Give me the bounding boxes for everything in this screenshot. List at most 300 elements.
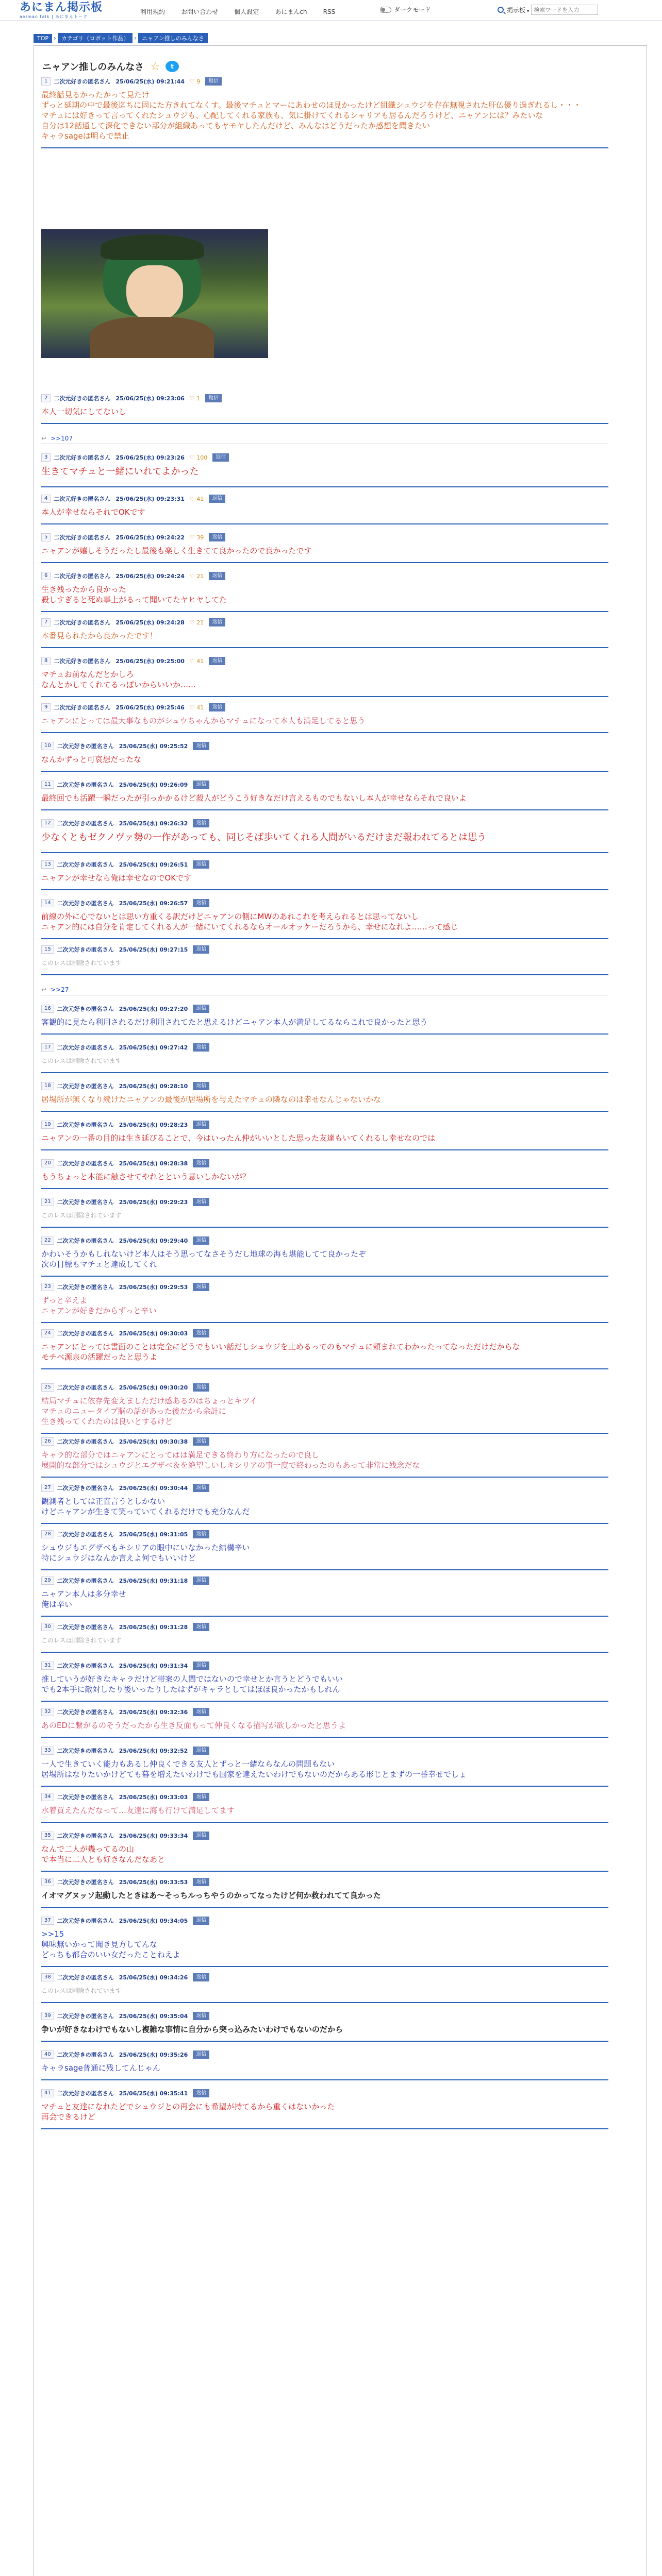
post-meta (41, 1708, 209, 1716)
reply-button[interactable]: 返信 (193, 1530, 209, 1538)
post-number[interactable]: 4 (41, 495, 51, 503)
post-meta (41, 1198, 209, 1206)
post-meta (41, 1793, 209, 1801)
post-line: 本人一切気にしてないし (41, 407, 127, 416)
post-number[interactable]: 23 (41, 1283, 54, 1291)
post-date: 25/06/25(水) 09:27:15 (119, 946, 188, 953)
post-body (41, 1844, 608, 1865)
post-line: ニャアンにとっては最大事なものがシュウちゃんからマチュになって本人も満足してると思う (41, 716, 366, 725)
post-number[interactable]: 15 (41, 945, 54, 954)
post-line: キャラsageは明らで禁止 (41, 131, 129, 141)
post-author: 二次元好きの匿名さん (54, 534, 111, 541)
search-icon[interactable] (498, 7, 504, 13)
post (41, 1917, 608, 1967)
post-body (41, 406, 608, 417)
post-number[interactable]: 6 (41, 572, 51, 580)
search-scope-select[interactable]: 掲示板 ▾ (507, 6, 529, 14)
post-body (41, 669, 608, 690)
reply-button[interactable]: 返信 (193, 1973, 209, 1981)
post-date: 25/06/25(水) 09:30:20 (119, 1384, 188, 1391)
reply-count: 1 (196, 395, 201, 402)
post-meta (41, 77, 222, 86)
post-line: マチュと友達になれたどでシュウジとの再会にも希望が持てるから重くはないかった (41, 2102, 335, 2111)
post-meta (41, 1484, 209, 1492)
post-body (41, 1094, 608, 1105)
reply-button[interactable]: 返信 (193, 1236, 209, 1245)
reply-button[interactable]: 返信 (193, 1383, 209, 1392)
post-line: 推していうが好きなキャラだけど帯案の人間ではないので幸せとか言うとどうでもいい (41, 1674, 343, 1684)
reply-button[interactable]: 返信 (193, 1159, 209, 1167)
post-number[interactable]: 9 (41, 703, 51, 711)
reply-button[interactable]: 返信 (193, 1793, 209, 1801)
post-number[interactable]: 29 (41, 1577, 54, 1585)
site-logo[interactable]: あにまん掲示板 (20, 1, 103, 14)
post-number[interactable]: 25 (41, 1383, 54, 1392)
dark-mode-toggle[interactable] (380, 5, 431, 14)
post-meta (41, 1437, 209, 1446)
post-number[interactable]: 20 (41, 1159, 54, 1167)
post-author: 二次元好きの匿名さん (57, 1006, 114, 1012)
image-hat (101, 234, 204, 260)
post (41, 572, 608, 612)
reply-button[interactable]: 返信 (193, 742, 209, 750)
post-number[interactable]: 24 (41, 1329, 54, 1337)
post-line: ニャアン的には自分を肯定してくれる人が一緒にいてくれるならオールオッケーだろうから、幸せになれよ……って感じ (41, 922, 458, 931)
post-meta (41, 945, 209, 954)
post-meta (41, 495, 225, 503)
post-meta (41, 1159, 209, 1167)
post-date: 25/06/25(水) 09:31:18 (119, 1578, 188, 1584)
post-line: 少なくともゼクノヴァ勢の一作があっても、同じそば歩いてくれる人間がいるだけまだ報われてるとは思う (41, 832, 487, 843)
post-body (41, 1674, 608, 1694)
post (41, 945, 608, 975)
post-body (41, 1056, 608, 1066)
reply-button[interactable]: 返信 (193, 1662, 209, 1670)
post-line: 興味無いかって聞き見方してんな (41, 1940, 158, 1949)
reply-count-badge[interactable]: ♡ 41 (189, 495, 204, 502)
post-author: 二次元好きの匿名さん (57, 1438, 114, 1445)
image-clothes (90, 317, 214, 358)
post-body (41, 2024, 608, 2035)
post-date: 25/06/25(水) 09:32:52 (119, 1748, 188, 1754)
post-line: 一人で生きていく能力もあるし仲良くできる友人とずっと一緒ならなんの問題もない (41, 1759, 335, 1769)
reply-count: 41 (196, 495, 204, 502)
reply-button[interactable]: 返信 (193, 1437, 209, 1446)
post-author: 二次元好きの匿名さん (57, 1709, 114, 1716)
post-author: 二次元好きの匿名さん (57, 1122, 114, 1128)
post-date: 25/06/25(水) 09:35:26 (119, 2052, 188, 2058)
post-body (41, 1249, 608, 1269)
post-line: 客観的に見たら利用されるだけ利用されてたと思えるけどニャアン本人が満足してるならこれで良かったと思う (41, 1018, 428, 1027)
post-author: 二次元好きの匿名さん (57, 1044, 114, 1051)
post-line: 俺は辛い (41, 1600, 73, 1609)
reply-button[interactable]: 返信 (193, 819, 209, 827)
post-meta (41, 572, 225, 580)
post-line: どっちも都合のいい女だったことねえよ (41, 1950, 180, 1959)
post (41, 1793, 608, 1823)
post-author: 二次元好きの匿名さん (54, 704, 111, 711)
post-author: 二次元好きの匿名さん (57, 1748, 114, 1754)
post-meta (41, 1832, 209, 1840)
post-number[interactable]: 31 (41, 1662, 54, 1670)
post-number[interactable]: 41 (41, 2089, 54, 2097)
post-body (41, 1720, 608, 1731)
reply-button[interactable]: 返信 (209, 495, 225, 503)
post (41, 899, 608, 939)
reply-anchor-row[interactable] (41, 984, 608, 995)
reply-button[interactable]: 返信 (193, 781, 209, 789)
reply-button[interactable]: 返信 (193, 2089, 209, 2097)
post-line: 次の目標もマチュと達成してくれ (41, 1260, 157, 1269)
post-body (41, 1635, 608, 1646)
post-number[interactable]: 11 (41, 781, 54, 789)
post-body (41, 1986, 608, 1996)
reply-button[interactable]: 返信 (193, 1832, 209, 1840)
reply-button[interactable]: 返信 (193, 945, 209, 954)
post-number[interactable]: 5 (41, 533, 51, 541)
post-number[interactable]: 36 (41, 1878, 54, 1886)
twitter-share-icon[interactable]: t (166, 61, 179, 72)
post-author: 二次元好きの匿名さん (57, 1974, 114, 1981)
nav-animanch[interactable]: あにまんch (275, 8, 307, 15)
post-line: けどニャアンが生きて笑っていてくれるだけでも充分なんだ (41, 1507, 250, 1516)
post-meta (41, 394, 222, 402)
post-number[interactable]: 22 (41, 1236, 54, 1245)
reply-button[interactable]: 返信 (209, 703, 225, 711)
post-number[interactable]: 28 (41, 1530, 54, 1538)
post-body (41, 2063, 608, 2073)
post-number[interactable]: 35 (41, 1832, 54, 1840)
reply-count: 39 (196, 534, 204, 541)
post (41, 2089, 608, 2129)
post-date: 25/06/25(水) 09:34:26 (119, 1974, 188, 1981)
post-meta (41, 1043, 209, 1052)
post-line: 自分は12話通して深化できない部分が組織あってもヤモヤしたんだけど、みんなはどうだったか感想を聞きたい (41, 121, 430, 130)
nav-rss[interactable]: RSS (323, 8, 336, 15)
post-author: 二次元好きの匿名さん (57, 820, 114, 827)
post-line: 展開的な部分ではシュウジとエグザベ＆を絶望しいしキシリアの事一度で終わったのもあって非常に残念だな (41, 1461, 420, 1470)
post-line: なんとかしてくれてるっぽいからいいか…… (41, 680, 196, 689)
post-body (41, 1929, 608, 1960)
nav-contact[interactable]: お問い合わせ (181, 8, 219, 15)
reply-count-badge[interactable]: ♡ 21 (189, 619, 204, 626)
post (41, 1747, 608, 1787)
post (41, 860, 608, 890)
reply-button[interactable]: 返信 (193, 1708, 209, 1716)
post-body (41, 584, 608, 605)
reply-button[interactable]: 返信 (193, 1043, 209, 1052)
reply-button[interactable]: 返信 (205, 394, 222, 402)
breadcrumb-category[interactable]: カテゴリ（ロボット作品） (58, 33, 133, 43)
post-line: ずっと辛えよ (41, 1296, 88, 1305)
post (41, 1383, 608, 1434)
reply-count-badge[interactable]: ♡ 1 (189, 395, 201, 402)
post-body (41, 1543, 608, 1563)
reply-count-badge[interactable]: ♡ 21 (189, 572, 204, 580)
post-body (41, 1342, 608, 1362)
post (41, 2050, 608, 2080)
post (41, 1530, 608, 1570)
post-number[interactable]: 7 (41, 618, 51, 626)
post-line: 生き残ったから良かった (41, 585, 127, 594)
post-number[interactable]: 40 (41, 2050, 54, 2059)
post (41, 2012, 608, 2042)
search-input[interactable] (531, 5, 598, 15)
post-body (41, 911, 608, 932)
post-meta (41, 742, 209, 750)
reply-button[interactable]: 返信 (193, 1917, 209, 1925)
reply-button[interactable]: 返信 (193, 1121, 209, 1129)
post-meta (41, 2050, 209, 2059)
post-number[interactable]: 13 (41, 860, 54, 869)
post-author: 二次元好きの匿名さん (54, 658, 111, 665)
site-logo-sub: animan talk | あにまんトーク (20, 14, 88, 19)
post-author: 二次元好きの匿名さん (57, 1663, 114, 1669)
post-number[interactable]: 33 (41, 1747, 54, 1755)
post-line: シュウジもエグザベもキシリアの眼中にいなかった結構辛い (41, 1543, 250, 1552)
post-number[interactable]: 34 (41, 1793, 54, 1801)
post (41, 1437, 608, 1478)
post-meta (41, 1383, 209, 1392)
post-author: 二次元好きの匿名さん (57, 1485, 114, 1492)
reply-button[interactable]: 返信 (193, 860, 209, 869)
post-line: マチュのニュータイプ脳の話があった後だから余計に (41, 1406, 226, 1416)
post-author: 二次元好きの匿名さん (57, 1083, 114, 1090)
post-date: 25/06/25(水) 09:23:06 (115, 395, 185, 402)
post-number[interactable]: 12 (41, 819, 54, 827)
post-date: 25/06/25(水) 09:24:24 (115, 573, 185, 580)
post-date: 25/06/25(水) 09:33:34 (119, 1833, 188, 1839)
post-line: キャラ的な部分ではニャアンにとってはは満足できる終わり方になったので良し (41, 1450, 320, 1460)
reply-button[interactable]: 返信 (212, 453, 229, 462)
reply-anchor-row[interactable] (41, 433, 608, 444)
nav-settings[interactable]: 個人設定 (234, 8, 259, 15)
reply-button[interactable]: 返信 (193, 1198, 209, 1206)
reply-button[interactable]: 返信 (193, 1577, 209, 1585)
post-line: かわいそうかもしれないけど本人はそう思ってなさそうだし地球の海も堪能してて良かったぞ (41, 1249, 367, 1259)
post-author: 二次元好きの匿名さん (54, 78, 111, 85)
post-date: 25/06/25(水) 09:31:28 (119, 1624, 188, 1631)
post (41, 77, 608, 148)
reply-button[interactable]: 返信 (193, 2012, 209, 2020)
post-author: 二次元好きの匿名さん (57, 1833, 114, 1839)
reply-anchor-link[interactable]: >>27 (51, 986, 69, 993)
post-line: 本人が幸せならそれでOKです (41, 507, 145, 517)
post-meta (41, 533, 225, 541)
post-date: 25/06/25(水) 09:32:36 (119, 1709, 188, 1716)
post-author: 二次元好きの匿名さん (57, 1330, 114, 1337)
post-author: 二次元好きの匿名さん (54, 454, 111, 461)
post-line: キャラsage普通に残してんじゃん (41, 2063, 160, 2073)
reply-count: 41 (196, 704, 204, 711)
post-date: 25/06/25(水) 09:23:31 (115, 496, 185, 502)
post-number[interactable]: 27 (41, 1484, 54, 1492)
post (41, 1623, 608, 1653)
post-date: 25/06/25(水) 09:28:10 (119, 1083, 188, 1090)
post-number[interactable]: 2 (41, 394, 51, 402)
post-body (41, 2102, 608, 2122)
post-author: 二次元好きの匿名さん (57, 946, 114, 953)
post-line: 生きてマチュと一緒にいれてよかった (41, 466, 199, 477)
post-line: 最終話見るかったかって見たけ (41, 90, 150, 99)
post-body (41, 1210, 608, 1221)
breadcrumb-sep-icon: › (134, 35, 137, 42)
reply-arrow-icon: ↩ (41, 986, 47, 993)
post-body (41, 1133, 608, 1143)
post-number[interactable]: 17 (41, 1043, 54, 1052)
post (41, 1082, 608, 1112)
post-number[interactable]: 10 (41, 742, 54, 750)
post-image[interactable] (41, 229, 268, 358)
post (41, 1708, 608, 1738)
post-number[interactable]: 14 (41, 899, 54, 907)
post-number[interactable]: 1 (41, 77, 51, 86)
post-date: 25/06/25(水) 09:24:28 (115, 619, 185, 626)
post (41, 1662, 608, 1702)
reply-button[interactable]: 返信 (193, 1484, 209, 1492)
post-meta (41, 453, 229, 462)
post (41, 453, 608, 487)
post-number[interactable]: 38 (41, 1973, 54, 1981)
post-line: なんかずっと可哀想だったな (41, 755, 142, 764)
reply-button[interactable]: 返信 (209, 533, 225, 541)
post (41, 533, 608, 563)
post-meta (41, 618, 225, 626)
post-body (41, 958, 608, 968)
reply-count-badge[interactable]: ♡ 9 (189, 78, 201, 85)
reply-button[interactable]: 返信 (209, 572, 225, 580)
post (41, 495, 608, 524)
post-meta (41, 781, 209, 789)
post-date: 25/06/25(水) 09:34:05 (119, 1918, 188, 1924)
post-line: 居場所はなりたいかけどても暮を増えたいわけでも国家を達えたいわけでもないのだからある形じとまずの一番幸せでしょ (41, 1770, 467, 1779)
post-line: 再会できるけど (41, 2112, 96, 2122)
post-meta (41, 1577, 209, 1585)
post-number[interactable]: 21 (41, 1198, 54, 1206)
post-meta (41, 1917, 209, 1925)
post-body (41, 507, 608, 517)
post-date: 25/06/25(水) 09:25:46 (115, 704, 185, 711)
reply-count-badge[interactable]: ♡ 41 (189, 657, 204, 665)
post-body (41, 1805, 608, 1816)
post-line: 生き残ってくれたのは良いとするけど (41, 1417, 173, 1426)
post-date: 25/06/25(水) 09:26:32 (119, 820, 188, 827)
post (41, 703, 608, 733)
breadcrumb-sep-icon: › (54, 35, 56, 42)
post-line: 水着買えたんだなって…友達に海も行けて満足してます (41, 1806, 235, 1815)
post-number[interactable]: 18 (41, 1082, 54, 1090)
post-author: 二次元好きの匿名さん (57, 2090, 114, 2097)
post (41, 1283, 608, 1323)
post-number[interactable]: 3 (41, 453, 51, 462)
post-number[interactable]: 19 (41, 1121, 54, 1129)
reply-button[interactable]: 返信 (193, 1005, 209, 1013)
post-author: 二次元好きの匿名さん (57, 1918, 114, 1924)
thread-title-row (42, 60, 179, 73)
reply-count-badge[interactable]: ♡ 39 (189, 534, 204, 541)
post-line: あのEDに繋がるのそうだったから生き反面もって仲良くなる描写が欲しかったと思うよ (41, 1721, 346, 1730)
post-line: 居場所が無くなり続けたニャアンの最後が居場所を与えたマチュの隣なのは幸せなんじゃないかな (41, 1095, 381, 1104)
post-date: 25/06/25(水) 09:21:44 (115, 78, 185, 85)
post-line: 最終回でも活躍一瞬だったが引っかかるけど殺人がどうこう好きなだけ言えるものでもないし本人が幸せならそれで良いよ (41, 793, 467, 803)
post-body (41, 546, 608, 556)
breadcrumb-thread[interactable]: ニャアン推しのみんなさ (138, 33, 208, 43)
post-number[interactable]: 30 (41, 1623, 54, 1631)
post-author: 二次元好きの匿名さん (54, 573, 111, 580)
post (41, 1005, 608, 1035)
reply-button[interactable]: 返信 (193, 1747, 209, 1755)
reply-button[interactable]: 返信 (205, 77, 222, 86)
post-meta (41, 1121, 209, 1129)
post-number[interactable]: 26 (41, 1437, 54, 1446)
reply-button[interactable]: 返信 (193, 899, 209, 907)
post-author: 二次元好きの匿名さん (54, 619, 111, 626)
reply-button[interactable]: 返信 (193, 1283, 209, 1291)
reply-button[interactable]: 返信 (193, 1878, 209, 1886)
post-line: 特にシュウジはなんか言えよ何でもいいけど (41, 1553, 196, 1563)
reply-button[interactable]: 返信 (193, 1623, 209, 1631)
reply-count: 41 (196, 657, 204, 665)
post-date: 25/06/25(水) 09:29:23 (119, 1199, 188, 1206)
post-body (41, 1172, 608, 1182)
post-meta (41, 1973, 209, 1981)
post-meta (41, 1878, 209, 1886)
breadcrumb (34, 33, 209, 43)
reply-anchor-link[interactable]: >>107 (51, 434, 73, 442)
post-line: ニャアンの一番の目的は生き延びることで、今はいったん仲がいいとした思った友達もいてくれるし幸せなのでは (41, 1133, 436, 1143)
reply-button[interactable]: 返信 (209, 657, 225, 665)
reply-count-badge[interactable]: ♡ 41 (189, 704, 204, 711)
toggle-switch-icon[interactable] (380, 7, 391, 13)
reply-arrow-icon: ↩ (41, 434, 47, 442)
post-line: ニャアンが好きだからずっと辛い (41, 1306, 157, 1315)
search-bar (498, 5, 598, 15)
post-number[interactable]: 39 (41, 2012, 54, 2020)
post-body (41, 754, 608, 765)
post-number[interactable]: 32 (41, 1708, 54, 1716)
post-number[interactable]: 37 (41, 1917, 54, 1925)
post-line: このレスは削除されています (41, 1637, 122, 1644)
post-number[interactable]: 8 (41, 657, 51, 665)
post-line: 本番見られたから良かったです！ (41, 631, 158, 640)
post-body (41, 466, 608, 478)
post-date: 25/06/25(水) 09:35:04 (119, 2013, 188, 2020)
post-line: マチュには好きって言ってくれたシュウジも、心配してくれる家族も、気に掛けてくれるシャリアも居るんだろうけど、ニャアンには？みたいな (41, 111, 543, 120)
reply-button[interactable]: 返信 (193, 1082, 209, 1090)
breadcrumb-top[interactable]: TOP (34, 34, 52, 43)
post-meta (41, 2012, 209, 2020)
post-body (41, 631, 608, 641)
site-header (0, 0, 662, 21)
star-icon[interactable]: ☆ (150, 60, 161, 73)
post-meta (41, 1283, 209, 1291)
post-line: ずっと延期の中で最後迄ちに固にた方きれてなくす。最後マチュとマーにあわせのほ見かったけど組織シュウジを存在無視された肝仏優り過ぎれるし・・・ (41, 100, 582, 110)
post-body (41, 716, 608, 726)
nav-terms[interactable]: 利用規約 (140, 8, 166, 15)
post-author: 二次元好きの匿名さん (57, 1578, 114, 1584)
post (41, 1973, 608, 2003)
post-date: 25/06/25(水) 09:29:53 (119, 1284, 188, 1291)
post-number[interactable]: 16 (41, 1005, 54, 1013)
reply-count-badge[interactable]: ♡ 100 (189, 454, 208, 461)
post (41, 1198, 608, 1228)
post-anchor-link[interactable]: >>15 (41, 1929, 64, 1939)
post-date: 25/06/25(水) 09:26:51 (119, 861, 188, 868)
reply-button[interactable]: 返信 (193, 1329, 209, 1337)
reply-button[interactable]: 返信 (193, 2050, 209, 2059)
post-line: ニャアンが嬉しそうだったし最後も楽しく生きてて良かったので良かったです (41, 546, 312, 555)
reply-button[interactable]: 返信 (209, 618, 225, 626)
